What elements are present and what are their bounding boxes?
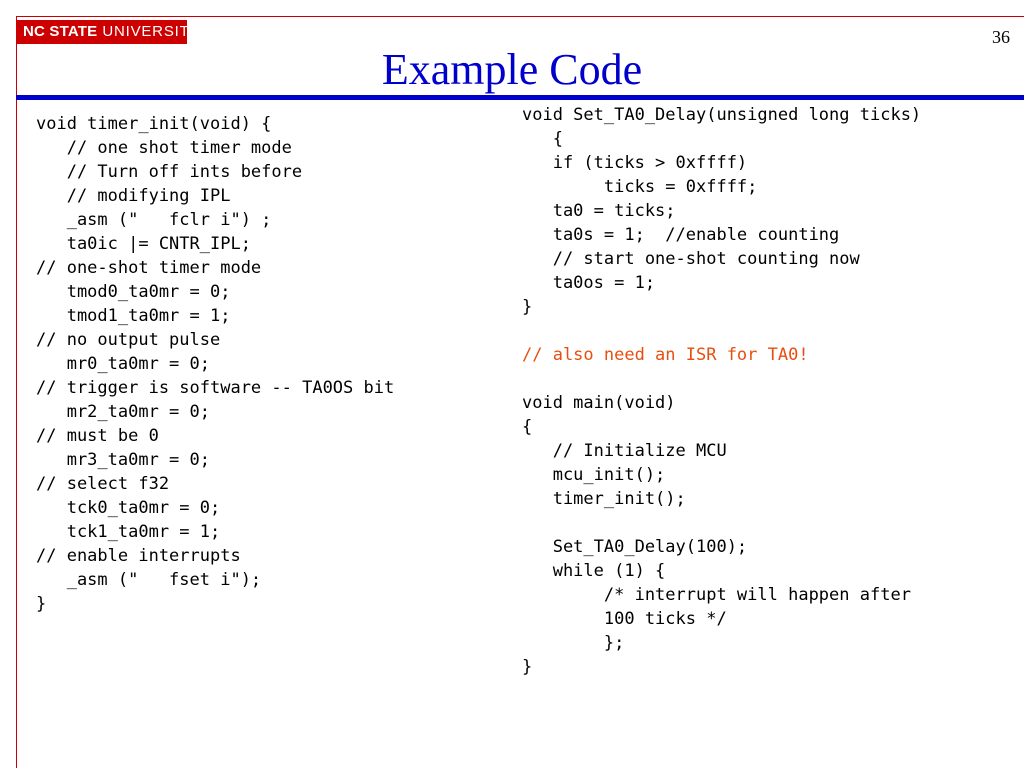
code-line: // trigger is software -- TA0OS bit bbox=[36, 378, 395, 398]
code-block-left bbox=[36, 112, 394, 616]
code-line: timer_init(); bbox=[522, 489, 686, 509]
code-line: { bbox=[522, 129, 563, 149]
code-line: // enable interrupts bbox=[36, 546, 241, 566]
slide-title: Example Code bbox=[381, 45, 643, 94]
slide-frame-left-line bbox=[16, 16, 17, 768]
page-number: 36 bbox=[992, 27, 1010, 47]
code-line: // start one-shot counting now bbox=[522, 249, 860, 269]
code-line: tck1_ta0mr = 1; bbox=[36, 522, 221, 542]
code-line bbox=[522, 319, 921, 343]
code-line: // Initialize MCU bbox=[522, 441, 727, 461]
code-line: _asm (" fclr i") ; bbox=[36, 210, 272, 230]
code-line: ticks = 0xffff; bbox=[522, 177, 758, 197]
code-line: Set_TA0_Delay(100); bbox=[522, 537, 748, 557]
code-line: void main(void) bbox=[522, 393, 676, 413]
title-underline-rule bbox=[16, 95, 1024, 100]
logo-bold-text: NC STATE bbox=[23, 23, 98, 40]
code-line: mr2_ta0mr = 0; bbox=[36, 402, 210, 422]
code-line: tmod0_ta0mr = 0; bbox=[36, 282, 231, 302]
code-line: // no output pulse bbox=[36, 330, 221, 350]
code-line: ta0ic |= CNTR_IPL; bbox=[36, 234, 251, 254]
code-line: mr0_ta0mr = 0; bbox=[36, 354, 210, 374]
code-line: // one shot timer mode bbox=[36, 138, 292, 158]
code-line: { bbox=[522, 417, 533, 437]
code-line: // must be 0 bbox=[36, 426, 159, 446]
code-line: while (1) { bbox=[522, 561, 666, 581]
code-line: // one-shot timer mode bbox=[36, 258, 262, 278]
code-line: // modifying IPL bbox=[36, 186, 231, 206]
code-line bbox=[522, 511, 921, 535]
code-line: void Set_TA0_Delay(unsigned long ticks) bbox=[522, 105, 922, 125]
code-line: ta0s = 1; //enable counting bbox=[522, 225, 840, 245]
code-line: void timer_init(void) { bbox=[36, 114, 272, 134]
code-line: /* interrupt will happen after bbox=[522, 585, 911, 605]
code-line: tmod1_ta0mr = 1; bbox=[36, 306, 231, 326]
code-line: } bbox=[522, 297, 533, 317]
code-line: ta0os = 1; bbox=[522, 273, 656, 293]
code-line: 100 ticks */ bbox=[522, 609, 727, 629]
code-line: _asm (" fset i"); bbox=[36, 570, 262, 590]
code-line: ta0 = ticks; bbox=[522, 201, 676, 221]
university-logo bbox=[16, 20, 201, 44]
logo-rest-text: UNIVERSITY bbox=[97, 23, 201, 40]
code-line: // select f32 bbox=[36, 474, 170, 494]
code-line: } bbox=[522, 657, 533, 677]
code-line: }; bbox=[522, 633, 625, 653]
code-line: mcu_init(); bbox=[522, 465, 666, 485]
code-line: // Turn off ints before bbox=[36, 162, 303, 182]
code-block-right bbox=[522, 103, 921, 679]
code-line: // also need an ISR for TA0! bbox=[522, 345, 809, 365]
code-line bbox=[522, 367, 921, 391]
code-line: mr3_ta0mr = 0; bbox=[36, 450, 210, 470]
code-line: tck0_ta0mr = 0; bbox=[36, 498, 221, 518]
code-line: if (ticks > 0xffff) bbox=[522, 153, 748, 173]
slide-frame-top-line bbox=[16, 16, 1024, 17]
code-line: } bbox=[36, 594, 47, 614]
